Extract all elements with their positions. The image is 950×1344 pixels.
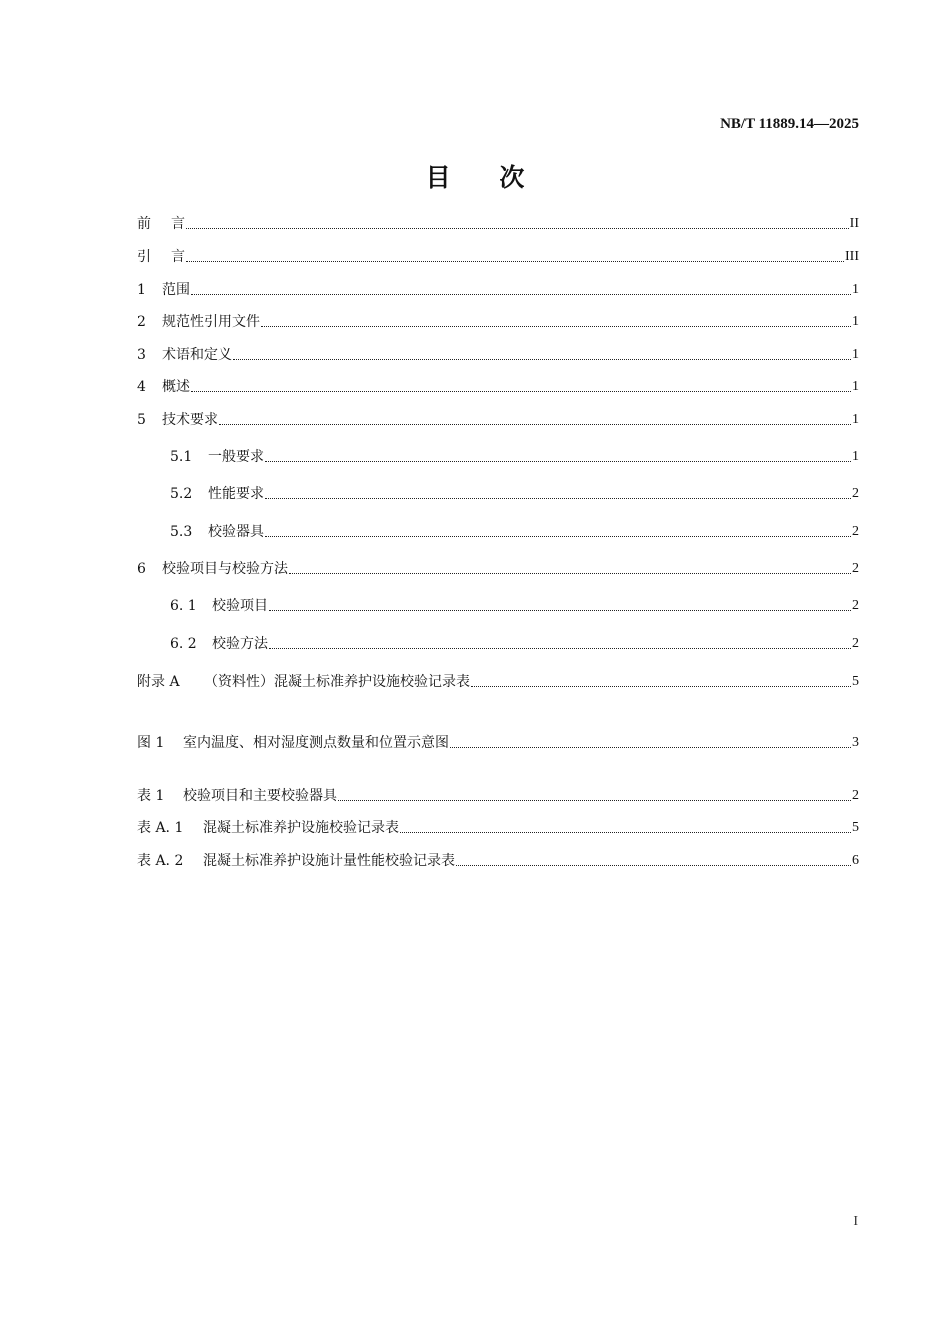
toc-label: 性能要求 [208,486,264,502]
toc-page: 1 [852,282,859,297]
toc-page: 2 [852,788,859,803]
toc-label: 校验器具 [208,524,264,540]
toc-number: 6. 2 [170,636,197,652]
toc-leader [191,391,851,392]
toc-label: 混凝土标准养护设施计量性能校验记录表 [203,853,455,869]
toc-number: 4 [137,379,146,395]
toc-leader [265,536,851,537]
toc-number: 表 1 [137,788,165,804]
toc-page: 1 [852,412,859,427]
toc-label: 校验项目 [212,598,268,614]
toc-leader [400,832,851,833]
toc-leader [456,865,851,866]
toc-entry-table-1[interactable] [137,786,859,806]
toc-entry-appendix-a[interactable] [137,672,859,692]
toc-entry-figure-1[interactable] [137,733,859,753]
toc-leader [338,800,851,801]
toc-leader [269,610,851,611]
toc-page: 1 [852,379,859,394]
page-title: 目 次 [425,163,545,192]
toc-page: 5 [852,820,859,835]
toc-label: 室内温度、相对湿度测点数量和位置示意图 [183,735,449,751]
toc-number: 5.3 [170,524,193,540]
toc-number: 表 A. 1 [137,820,184,836]
toc-leader [261,326,851,327]
toc-entry-5-3[interactable] [170,522,859,542]
toc-leader [289,573,851,574]
toc-page: 2 [852,561,859,576]
toc-label: 术语和定义 [162,347,232,363]
toc-leader [219,424,851,425]
toc-number: 1 [137,282,146,298]
toc-page: 1 [852,314,859,329]
toc-number: 5.1 [170,449,193,465]
toc-number: 5 [137,412,146,428]
toc-entry-6-1[interactable] [170,596,859,616]
toc-leader [450,747,851,748]
toc-leader [265,461,851,462]
toc-number: 前 [137,216,151,232]
toc-label: 混凝土标准养护设施校验记录表 [203,820,399,836]
toc-entry-table-a2[interactable] [137,851,859,871]
toc-page: 2 [852,598,859,613]
toc-label: 规范性引用文件 [162,314,260,330]
toc-leader [191,294,851,295]
toc-entry-5-2[interactable] [170,484,859,504]
toc-label: 校验项目和主要校验器具 [183,788,337,804]
toc-entry-5[interactable] [137,410,859,430]
toc-entry-1[interactable] [137,280,859,300]
toc-number: 6. 1 [170,598,197,614]
toc-page: 1 [852,347,859,362]
toc-number: 引 [137,249,151,265]
toc-entry-6[interactable] [137,559,859,579]
toc-label: 概述 [162,379,190,395]
toc-leader [471,686,851,687]
toc-entry-5-1[interactable] [170,447,859,467]
toc-label: （资料性）混凝土标准养护设施校验记录表 [204,674,470,690]
toc-number: 图 1 [137,735,165,751]
toc-page: 6 [852,853,859,868]
toc-label: 范围 [162,282,190,298]
toc-number: 附录 A [137,674,180,690]
toc-page: III [845,249,859,264]
toc-leader [269,648,851,649]
toc-label: 技术要求 [162,412,218,428]
toc-entry-6-2[interactable] [170,634,859,654]
toc-leader [233,359,851,360]
toc-entry-3[interactable] [137,345,859,365]
toc-page: 3 [852,735,859,750]
toc-entry-table-a1[interactable] [137,818,859,838]
toc-number: 5.2 [170,486,193,502]
page-number: I [853,1214,858,1229]
toc-page: 2 [852,524,859,539]
toc-label: 言 [171,216,185,232]
toc-number: 6 [137,561,146,577]
toc-entry-foreword[interactable] [137,214,859,234]
toc-number: 表 A. 2 [137,853,184,869]
toc-page: 2 [852,636,859,651]
toc-leader [186,261,844,262]
toc-label: 校验项目与校验方法 [162,561,288,577]
toc-entry-4[interactable] [137,377,859,397]
toc-page: II [849,216,859,231]
toc-leader [186,228,849,229]
toc-leader [265,498,851,499]
toc-entry-introduction[interactable] [137,247,859,267]
toc-label: 校验方法 [212,636,268,652]
toc-label: 一般要求 [208,449,264,465]
toc-number: 2 [137,314,146,330]
toc-page: 5 [852,674,859,689]
toc-entry-2[interactable] [137,312,859,332]
standard-code: NB/T 11889.14—2025 [720,116,859,132]
toc-label: 言 [171,249,185,265]
toc-number: 3 [137,347,146,363]
toc-page: 1 [852,449,859,464]
toc-page: 2 [852,486,859,501]
